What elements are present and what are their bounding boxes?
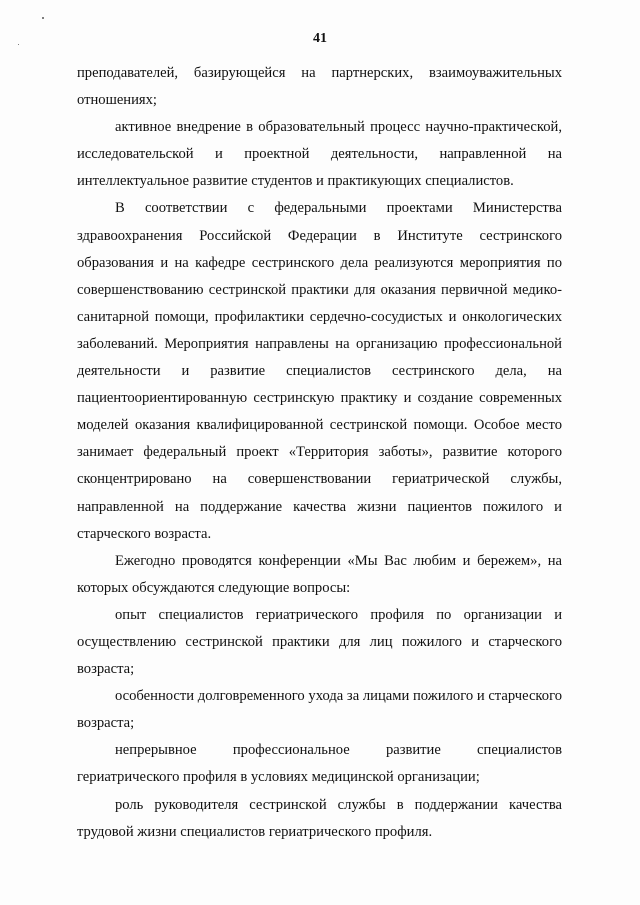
paragraph: активное внедрение в образовательный процесс научно-практической, исследовательской и проектной деятельности, направленной на интеллектуальное развитие студентов и практикующих специалистов.: [77, 119, 562, 190]
list-item: опыт специалистов гериатрического профиля по организации и осуществлению сестринской практики для лиц пожилого и старческого возраста;: [77, 606, 562, 678]
paragraph: В соответствии с федеральными проектами Министерства здравоохранения Российской Федерации в Институте сестринского образования и на кафедре сестринского дела реализуются мероприятия по совершенствованию сестринской практики для оказания первичной медико-санитарной помощи, профилактики сердечно-сосудистых и онкологических заболеваний. Мероприятия направлены на организацию профессиональной деятельности и развитие специалистов сестринского дела, на пациентоориентированную сестринскую практику и создание современных моделей оказания квалифицированной сестринской помощи. Особое место занимает федеральный проект «Территория заботы», развитие которого сконцентрировано на совершенствовании гериатрической службы, направленной на поддержание качества жизни пациентов пожилого и старческого возраста.: [77, 200, 562, 542]
paragraph: преподавателей, базирующейся на партнерских, взаимоуважительных отношениях;: [77, 65, 562, 109]
paragraph: Ежегодно проводятся конференции «Мы Вас любим и бережем», на которых обсуждаются следующие вопросы:: [77, 552, 562, 596]
list-item: роль руководителя сестринской службы в поддержании качества трудовой жизни специалистов гериатрического профиля.: [77, 796, 562, 840]
document-body: [77, 60, 562, 846]
list-item: особенности долговременного ухода за лицами пожилого и старческого возраста;: [77, 688, 562, 732]
scan-speck: [42, 17, 44, 19]
page-number: 41: [313, 31, 327, 46]
list-item: непрерывное профессиональное развитие специалистов гериатрического профиля в условиях медицинской организации;: [77, 742, 562, 786]
